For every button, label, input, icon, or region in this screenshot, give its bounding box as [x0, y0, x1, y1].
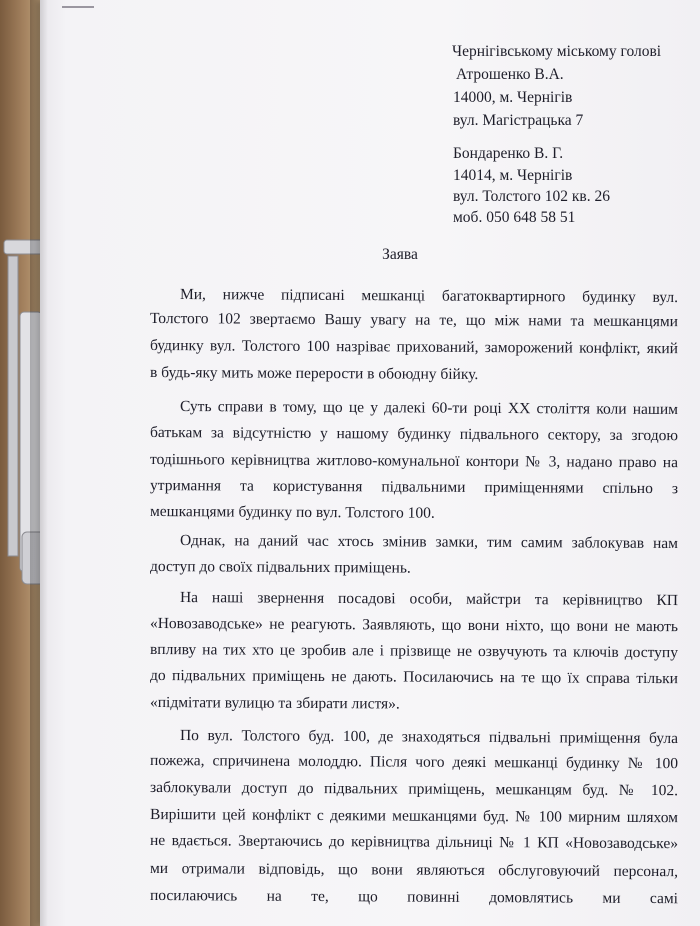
paragraph-5-line-6: ми отримали відповідь, що вони являються обслуговуючий персонал,	[149, 860, 679, 881]
paragraph-1-line-3: будинку вул. Толстого 100 назріває прихований, заморожений конфлікт, який	[149, 337, 679, 358]
paragraph-5-line-7: посилаючись на те, що повинні домовлятись ми самі	[149, 887, 679, 908]
page-top-mark	[62, 6, 94, 8]
recipient-line-3: 14000, м. Чернігів	[453, 89, 573, 106]
paragraph-2-line-3: тодішнього керівництва житлово-комунальної контори № 3, надано право на	[149, 451, 679, 472]
paragraph-3-line-1: Однак, на даний час хтось змінив замки, тим самим заблокував нам	[179, 532, 679, 553]
paragraph-1-line-4: в будь-яку мить може перерости в обоюдну бійку.	[149, 364, 479, 384]
paragraph-4-line-4: до підвальних приміщень не дають. Посилаючись на те що їх справа тільки	[149, 667, 679, 688]
paragraph-3-line-2: доступ до своїх підвальних приміщень.	[149, 558, 411, 577]
recipient-line-2: Атрошенко В.А.	[456, 66, 564, 83]
paragraph-5-line-3: заблокували доступ до підвальних приміщень, мешканцям буд. № 102.	[149, 779, 679, 800]
paragraph-4-line-3: впливу на тих хто це зробив але і прізвище не озвучують та ключів доступу	[149, 641, 679, 662]
recipient-line-4: вул. Магістрацька 7	[453, 112, 584, 129]
paragraph-2-line-5: мешканцями будинку по вул. Толстого 100.	[149, 503, 435, 522]
paragraph-5-line-1: По вул. Толстого буд. 100, де знаходяться підвальні приміщення була	[179, 727, 679, 748]
paragraph-5-line-2: пожежа, спричинена молоддю. Після чого деякі мешканці будинку № 100	[149, 752, 679, 773]
paragraph-2-line-2: батькам за відсутністю у нашому будинку підвального сектору, за згодою	[149, 424, 679, 445]
paragraph-4-line-2: «Новозаводське» не реагують. Заявляють, що вони ніхто, що вони не мають	[149, 615, 679, 636]
paragraph-2-line-4: утримання та користування підвальними приміщеннями спільно з	[149, 477, 679, 498]
paragraph-5-line-4: Вирішити цей конфлікт с деякими мешканцями буд. № 100 мирним шляхом	[149, 806, 679, 827]
paragraph-4-line-1: На наші звернення посадові особи, майстри та керівництво КП	[179, 589, 679, 610]
sender-name: Бондаренко В. Г.	[453, 145, 564, 162]
paragraph-1-line-1: Ми, нижче підписані мешканці багатоквартирного будинку вул.	[179, 286, 679, 307]
document-title: Заява	[382, 246, 418, 263]
sender-city: 14014, м. Чернігів	[453, 167, 573, 184]
recipient-line-1: Чернігівському міському голові	[452, 43, 662, 60]
binder-shadow	[30, 0, 48, 926]
sender-phone: моб. 050 648 58 51	[453, 209, 576, 226]
paragraph-4-line-5: «підмітати вулицю та збирати листя».	[149, 694, 400, 713]
paragraph-1-line-2: Толстого 102 звертаємо Вашу увагу на те, що між нами та мешканцями	[149, 310, 679, 331]
paragraph-2-line-1: Суть справи в тому, що це у далекі 60-ти році XX століття коли нашим	[179, 398, 679, 419]
paragraph-5-line-5: не вдається. Звертаючись до керівництва дільниці № 1 КП «Новозаводське»	[149, 832, 679, 853]
sender-street: вул. Толстого 102 кв. 26	[453, 188, 610, 205]
